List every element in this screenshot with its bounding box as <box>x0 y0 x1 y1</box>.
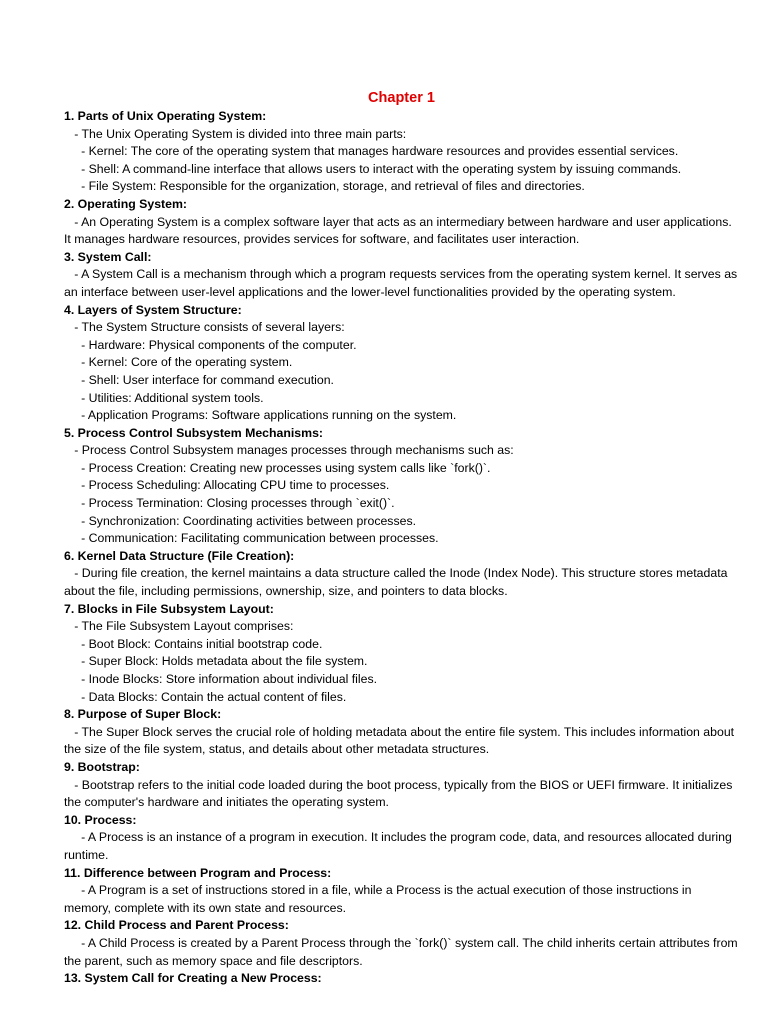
section <box>64 249 740 302</box>
section-text: - The Unix Operating System is divided into three main parts: <box>64 126 407 141</box>
section-heading: 2. Operating System: <box>64 196 188 211</box>
section-text: - Super Block: Holds metadata about the file system. <box>64 654 368 669</box>
section-text: - A System Call is a mechanism through which a program requests services from the operating system kernel. It serves as an interface between user-level applications and the lower-level functionalities provided by the operating system. <box>64 267 738 299</box>
section <box>64 865 740 918</box>
section <box>64 108 740 196</box>
section-text: - Kernel: The core of the operating system that manages hardware resources and provides essential services. <box>64 144 679 159</box>
section-text: - Utilities: Additional system tools. <box>64 390 264 405</box>
section-text: - A Program is a set of instructions stored in a file, while a Process is the actual execution of those instructions in memory, complete with its own state and resources. <box>64 883 692 915</box>
section-heading: 11. Difference between Program and Process: <box>64 865 332 880</box>
section-text: - The Super Block serves the crucial role of holding metadata about the entire file system. This includes information about the size of the file system, status, and details about other metadata structures. <box>64 724 735 757</box>
section-text: - File System: Responsible for the organization, storage, and retrieval of files and directories. <box>64 179 585 194</box>
section <box>64 548 740 601</box>
section-heading: 9. Bootstrap: <box>64 759 140 774</box>
section <box>64 196 740 249</box>
section-text: - Boot Block: Contains initial bootstrap code. <box>64 636 323 651</box>
section <box>64 812 740 865</box>
section-heading: 13. System Call for Creating a New Process: <box>64 971 322 986</box>
section-text: - Communication: Facilitating communication between processes. <box>64 531 439 546</box>
section-text: - Bootstrap refers to the initial code loaded during the boot process, typically from the BIOS or UEFI firmware. It initializes the computer's hardware and initiates the operating system. <box>64 777 733 810</box>
section-text: - Process Control Subsystem manages processes through mechanisms such as: <box>64 443 514 458</box>
section-text: - Synchronization: Coordinating activities between processes. <box>64 513 417 528</box>
section <box>64 917 740 970</box>
section-heading: 10. Process: <box>64 812 137 827</box>
section-text: - Process Termination: Closing processes through `exit()`. <box>64 496 395 511</box>
section-text: - Hardware: Physical components of the computer. <box>64 337 357 352</box>
section-heading: 3. System Call: <box>64 249 152 264</box>
section-text: - Process Scheduling: Allocating CPU time to processes. <box>64 478 390 493</box>
section-text: - Shell: User interface for command execution. <box>64 372 334 387</box>
chapter-title: Chapter 1 <box>368 90 435 106</box>
document-body <box>64 108 740 988</box>
section-text: - Process Creation: Creating new processes using system calls like `fork()`. <box>64 460 491 475</box>
section <box>64 970 740 988</box>
section-text: - Shell: A command-line interface that allows users to interact with the operating system by issuing commands. <box>64 161 682 176</box>
section <box>64 601 740 707</box>
section-text: - During file creation, the kernel maintains a data structure called the Inode (Index Node). This structure stores metadata about the file, including permissions, ownership, size, and pointers to data blocks. <box>64 566 728 599</box>
section <box>64 706 740 759</box>
section-heading: 5. Process Control Subsystem Mechanisms: <box>64 425 324 440</box>
section-text: - Application Programs: Software applications running on the system. <box>64 408 457 423</box>
section-heading: 1. Parts of Unix Operating System: <box>64 109 267 123</box>
section-text: - Data Blocks: Contain the actual content of files. <box>64 689 347 704</box>
section-heading: 6. Kernel Data Structure (File Creation): <box>64 548 295 563</box>
section-heading: 8. Purpose of Super Block: <box>64 707 222 722</box>
section-text: - A Child Process is created by a Parent Process through the `fork()` system call. The child inherits certain attributes from the parent, such as memory space and file descriptors. <box>64 935 738 968</box>
section-heading: 7. Blocks in File Subsystem Layout: <box>64 601 274 616</box>
section <box>64 759 740 812</box>
section-text: - Inode Blocks: Store information about individual files. <box>64 672 378 686</box>
section-text: - A Process is an instance of a program in execution. It includes the program code, data, and resources allocated during runtime. <box>64 830 732 862</box>
section <box>64 302 740 425</box>
section-heading: 4. Layers of System Structure: <box>64 302 242 317</box>
section-text: - Kernel: Core of the operating system. <box>64 355 293 370</box>
section-heading: 12. Child Process and Parent Process: <box>64 918 289 933</box>
section-text: - An Operating System is a complex software layer that acts as an intermediary between hardware and user applications. It manages hardware resources, provides services for software, and facilitates user interaction. <box>64 214 732 247</box>
section-text: - The File Subsystem Layout comprises: <box>64 619 294 634</box>
section-text: - The System Structure consists of several layers: <box>64 320 345 335</box>
section <box>64 425 740 548</box>
